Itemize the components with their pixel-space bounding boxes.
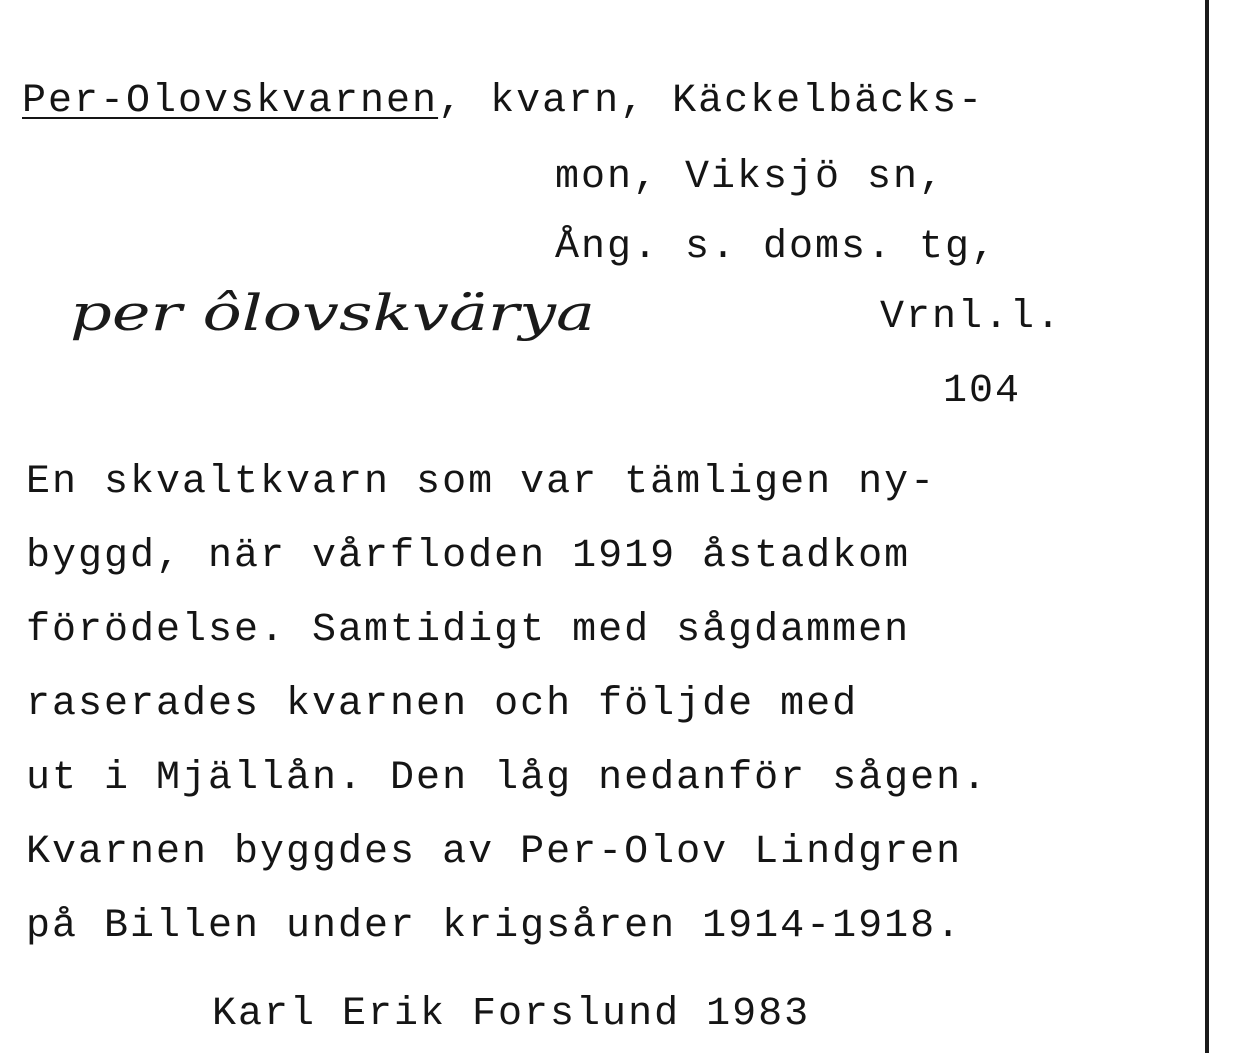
handwriting-svg xyxy=(66,268,606,378)
reference: Vrnl.l. xyxy=(880,295,1063,340)
body-line-2: byggd, när vårfloden 1919 åstadkom xyxy=(26,534,911,579)
body-line-7: på Billen under krigsåren 1914-1918. xyxy=(26,904,963,949)
body-line-4: raserades kvarnen och följde med xyxy=(26,682,859,727)
heading-rest: , kvarn, Käckelbäcks- xyxy=(438,79,985,124)
location-line: mon, Viksjö sn, xyxy=(555,155,946,200)
body-line-6: Kvarnen byggdes av Per-Olov Lindgren xyxy=(26,830,963,875)
body-line-5: ut i Mjällån. Den låg nedanför sågen. xyxy=(26,756,989,801)
body-line-1: En skvaltkvarn som var tämligen ny- xyxy=(26,460,937,505)
handwritten-dialect-form xyxy=(0,208,596,342)
heading-line xyxy=(22,79,985,124)
card-edge-line xyxy=(1205,0,1209,1053)
handwriting-text: per ôlovskvärya xyxy=(70,284,596,342)
signature: Karl Erik Forslund 1983 xyxy=(212,992,811,1037)
body-line-3: förödelse. Samtidigt med sågdammen xyxy=(26,608,911,653)
source-line: Ång. s. doms. tg, xyxy=(555,225,998,270)
headword: Per-Olovskvarnen xyxy=(22,79,439,124)
page-number: 104 xyxy=(943,369,1022,414)
